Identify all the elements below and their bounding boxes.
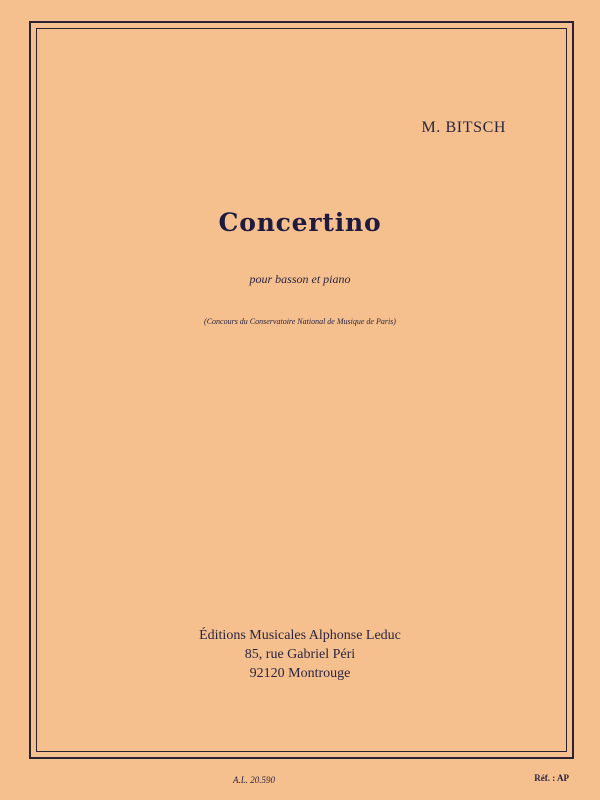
reference-code: Réf. : AP — [534, 773, 569, 783]
publisher-block — [0, 626, 600, 683]
composer-name: M. BITSCH — [421, 119, 506, 136]
work-title: Concertino — [218, 208, 382, 237]
publisher-name: Éditions Musicales Alphonse Leduc — [199, 628, 401, 643]
plate-number: A.L. 20.590 — [233, 775, 276, 785]
publisher-city: 92120 Montrouge — [249, 666, 351, 681]
publisher-street: 85, rue Gabriel Péri — [244, 647, 356, 662]
instrumentation-subtitle: pour basson et piano — [249, 272, 351, 286]
competition-note: (Concours du Conservatoire National de Musique de Paris) — [204, 317, 396, 326]
